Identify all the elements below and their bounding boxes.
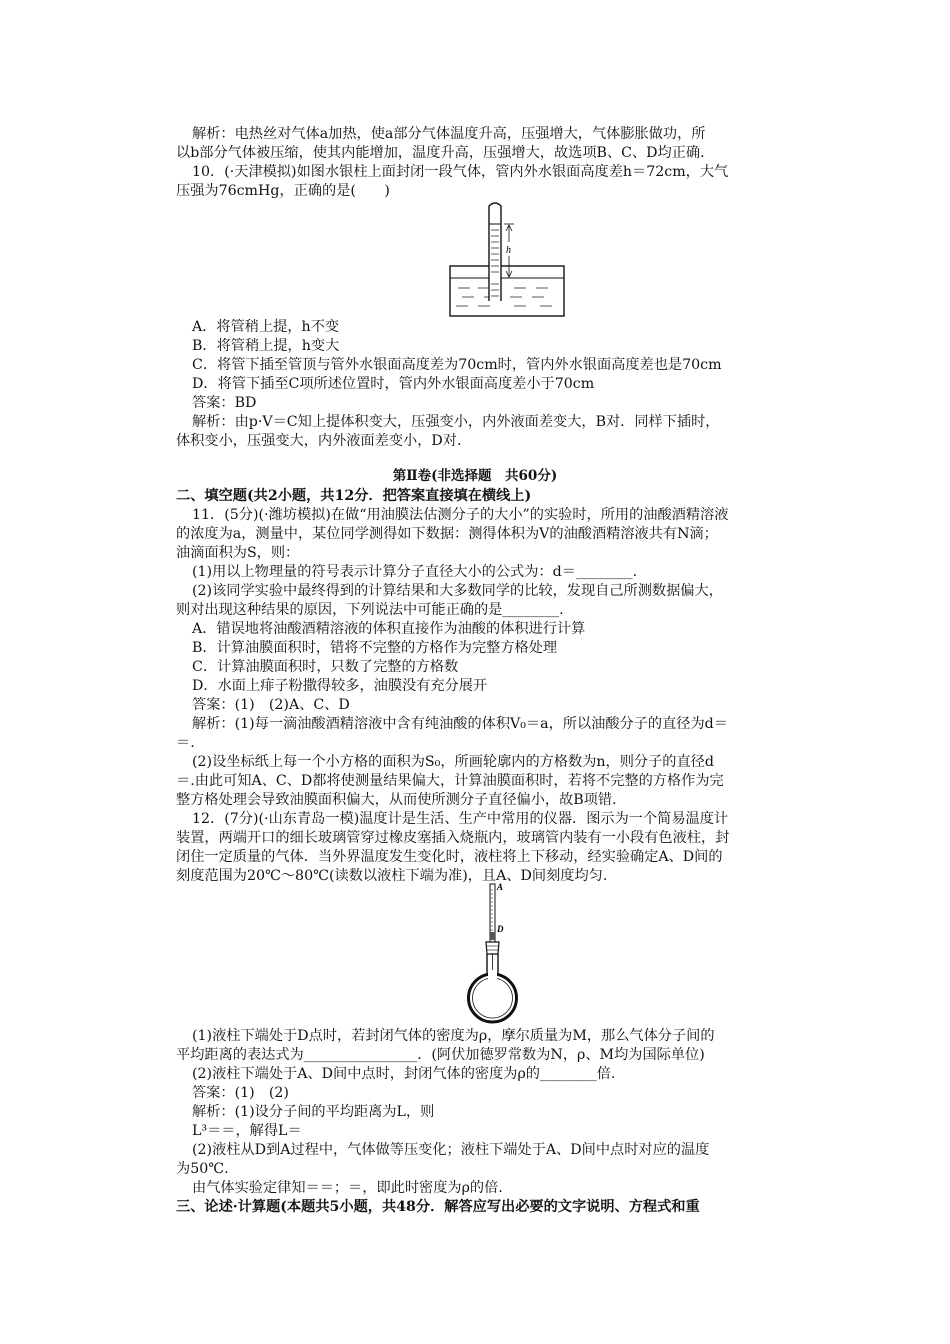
text-line: 解析：(1)设分子间的平均距离为L，则	[192, 1104, 435, 1120]
text-line: ＝.	[176, 735, 195, 751]
text-line: 的浓度为a，测量中，某位同学测得如下数据：测得体积为V的油酸酒精溶液共有N滴；	[176, 526, 718, 542]
section-heading: 三、论述·计算题(本题共5小题，共48分．解答应写出必要的文字说明、方程式和重	[176, 1199, 700, 1215]
text-line: 体积变小，压强变大，内外液面差变小，D对．	[176, 433, 472, 449]
thermometer-figure	[462, 880, 524, 1028]
answer-line: 答案：(1) (2)	[192, 1085, 289, 1101]
section-title: 第Ⅱ卷(非选择题 共60分)	[392, 468, 558, 484]
text-line: 为50℃.	[176, 1161, 229, 1177]
point-a-label: A	[497, 882, 504, 892]
text-line: 则对出现这种结果的原因，下列说法中可能正确的是________.	[176, 602, 564, 618]
text-line: 解析：(1)每一滴油酸酒精溶液中含有纯油酸的体积V₀＝a，所以油酸分子的直径为d＝	[192, 716, 728, 732]
text-line: ＝.由此可知A、C、D都将使测量结果偏大，计算油膜面积时，若将不完整的方格作为完	[176, 773, 724, 789]
text-line: (2)该同学实验中最终得到的计算结果和大多数同学的比较，发现自己所测数据偏大，	[192, 583, 723, 599]
text-line: (2)液柱从D到A过程中，气体做等压变化；液柱下端处于A、D间中点时对应的温度	[192, 1142, 710, 1158]
text-line: (2)设坐标纸上每一个小方格的面积为S₀，所画轮廓内的方格数为n，则分子的直径d	[192, 754, 714, 770]
option-a: A．将管稍上提，h不变	[192, 319, 340, 335]
text-line: 解析：电热丝对气体a加热，使a部分气体温度升高，压强增大，气体膨胀做功，所	[192, 126, 706, 142]
option-a: A．错误地将油酸酒精溶液的体积直接作为油酸的体积进行计算	[192, 621, 586, 637]
text-line: 10．(·天津模拟)如图水银柱上面封闭一段气体，管内外水银面高度差h＝72cm，大气	[192, 164, 729, 180]
text-line: 由气体实验定律知＝＝；＝，即此时密度为ρ的倍.	[192, 1180, 503, 1196]
text-line: 11．(5分)(·潍坊模拟)在做“用油膜法估测分子的大小”的实验时，所用的油酸酒精溶液	[192, 507, 729, 523]
text-line: 油滴面积为S，则：	[176, 545, 300, 561]
text-line: 整方格处理会导致油膜面积偏大，从而使所测分子直径偏小，故B项错.	[176, 792, 617, 808]
option-d: D．将管下插至C项所述位置时，管内外水银面高度差小于70cm	[192, 376, 595, 392]
option-c: C．将管下插至管顶与管外水银面高度差为70cm时，管内外水银面高度差也是70cm	[192, 357, 722, 373]
text-line: 解析：由p·V＝C知上提体积变大，压强变小，内外液面差变大，B对．同样下插时，	[192, 414, 720, 430]
text-line: 以b部分气体被压缩，使其内能增加，温度升高，压强增大，故选项B、C、D均正确．	[176, 145, 715, 161]
text-line: 闭住一定质量的气体．当外界温度发生变化时，液柱将上下移动，经实验确定A、D间的	[176, 849, 723, 865]
text-line: (1)用以上物理量的符号表示计算分子直径大小的公式为：d＝________.	[192, 564, 638, 580]
answer-line: 答案：BD	[192, 395, 257, 411]
text-line: L³＝＝，解得L＝	[192, 1123, 302, 1139]
text-line: (1)液柱下端处于D点时，若封闭气体的密度为ρ，摩尔质量为M，那么气体分子间的	[192, 1028, 715, 1044]
text-line: 平均距离的表达式为________________．(阿伏加德罗常数为N，ρ、M均为国际单位)	[176, 1047, 705, 1063]
option-d: D．水面上痱子粉撒得较多，油膜没有充分展开	[192, 678, 488, 694]
tube-height-label: h	[506, 245, 511, 256]
answer-line: 答案：(1) (2)A、C、D	[192, 697, 350, 713]
text-line: 12．(7分)(·山东青岛一模)温度计是生活、生产中常用的仪器．图示为一个简易温度计	[192, 811, 729, 827]
text-line: (2)液柱下端处于A、D间中点时，封闭气体的密度为ρ的________倍.	[192, 1066, 616, 1082]
section-heading: 二、填空题(共2小题，共12分．把答案直接填在横线上)	[176, 488, 532, 504]
option-b: B．将管稍上提，h变大	[192, 338, 340, 354]
text-line: 压强为76cmHg，正确的是( )	[176, 183, 390, 199]
mercury-tube-figure	[448, 200, 568, 318]
text-line: 装置，两端开口的细长玻璃管穿过橡皮塞插入烧瓶内，玻璃管内装有一小段有色液柱，封	[176, 830, 730, 846]
option-b: B．计算油膜面积时，错将不完整的方格作为完整方格处理	[192, 640, 558, 656]
option-c: C．计算油膜面积时，只数了完整的方格数	[192, 659, 459, 675]
point-d-label: D	[497, 924, 504, 934]
text-line: 刻度范围为20℃～80℃(读数以液柱下端为准)，且A、D间刻度均匀.	[176, 868, 608, 884]
